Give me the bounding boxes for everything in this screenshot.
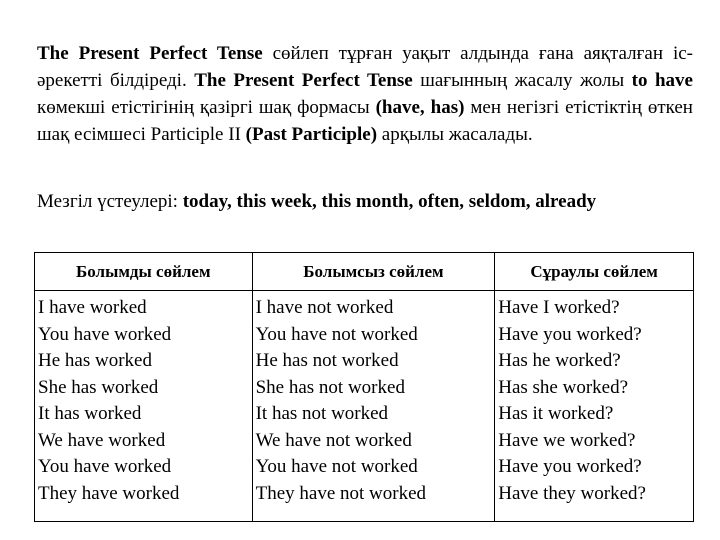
negative-item: He has not worked <box>255 350 399 371</box>
question-column <box>495 291 694 522</box>
intro-text-2: шағынның жасалу жолы <box>412 70 632 91</box>
table-row <box>35 291 694 522</box>
aux-verb: to have <box>631 70 693 91</box>
intro-text-1: сөйлеп тұрған уақыт алдында ғана аяқталған іс-әрекетті білдіреді. <box>37 43 693 91</box>
negative-item: She has not worked <box>255 376 405 398</box>
negative-item: It has not worked <box>255 403 389 424</box>
adverbs-list: today, this week, this month, often, seldom, already <box>182 191 597 212</box>
affirmative-item: They have worked <box>38 482 180 504</box>
question-item: Have I worked? <box>498 297 620 318</box>
affirmative-item: She has worked <box>38 376 159 398</box>
affirmative-column <box>35 291 253 522</box>
header-question: Сұраулы сөйлем <box>495 253 694 291</box>
negative-column <box>252 291 495 522</box>
affirmative-item: You have worked <box>38 323 172 345</box>
past-participle-term: (Past Participle) <box>245 124 378 145</box>
negative-item: You have not worked <box>255 456 418 477</box>
affirmative-item: You have worked <box>38 456 172 477</box>
question-item: Have you worked? <box>498 456 642 477</box>
negative-item: I have not worked <box>255 297 394 318</box>
question-item: Have you worked? <box>498 323 642 345</box>
conjugation-table <box>34 252 694 522</box>
affirmative-item: We have worked <box>38 429 166 451</box>
table-header-row <box>35 253 694 291</box>
negative-item: We have not worked <box>255 429 412 451</box>
intro-text-4: мен негізгі етістіктің өткен шақ есімшесі Participle II <box>37 97 693 145</box>
header-negative: Болымсыз сөйлем <box>252 253 495 291</box>
intro-paragraph <box>37 40 693 148</box>
question-item: Has he worked? <box>498 350 621 371</box>
question-item: Have we worked? <box>498 429 636 451</box>
affirmative-item: He has worked <box>38 350 152 371</box>
adverbs-label: Мезгіл үстеулері: <box>37 191 183 212</box>
negative-item: You have not worked <box>255 323 418 345</box>
question-item: Have they worked? <box>498 482 646 504</box>
negative-item: They have not worked <box>255 482 427 504</box>
aux-forms: (have, has) <box>375 97 465 118</box>
affirmative-item: I have worked <box>38 297 147 318</box>
question-item: Has it worked? <box>498 403 614 424</box>
question-item: Has she worked? <box>498 376 629 398</box>
intro-text-3: көмекші етістігінің қазіргі шақ формасы <box>37 97 376 118</box>
intro-text-5: арқылы жасалады. <box>377 124 533 145</box>
term-present-perfect: The Present Perfect Tense <box>37 43 263 64</box>
time-adverbs <box>37 188 693 215</box>
affirmative-item: It has worked <box>38 403 142 424</box>
term-present-perfect-2: The Present Perfect Tense <box>194 70 413 91</box>
header-affirmative: Болымды сөйлем <box>35 253 253 291</box>
